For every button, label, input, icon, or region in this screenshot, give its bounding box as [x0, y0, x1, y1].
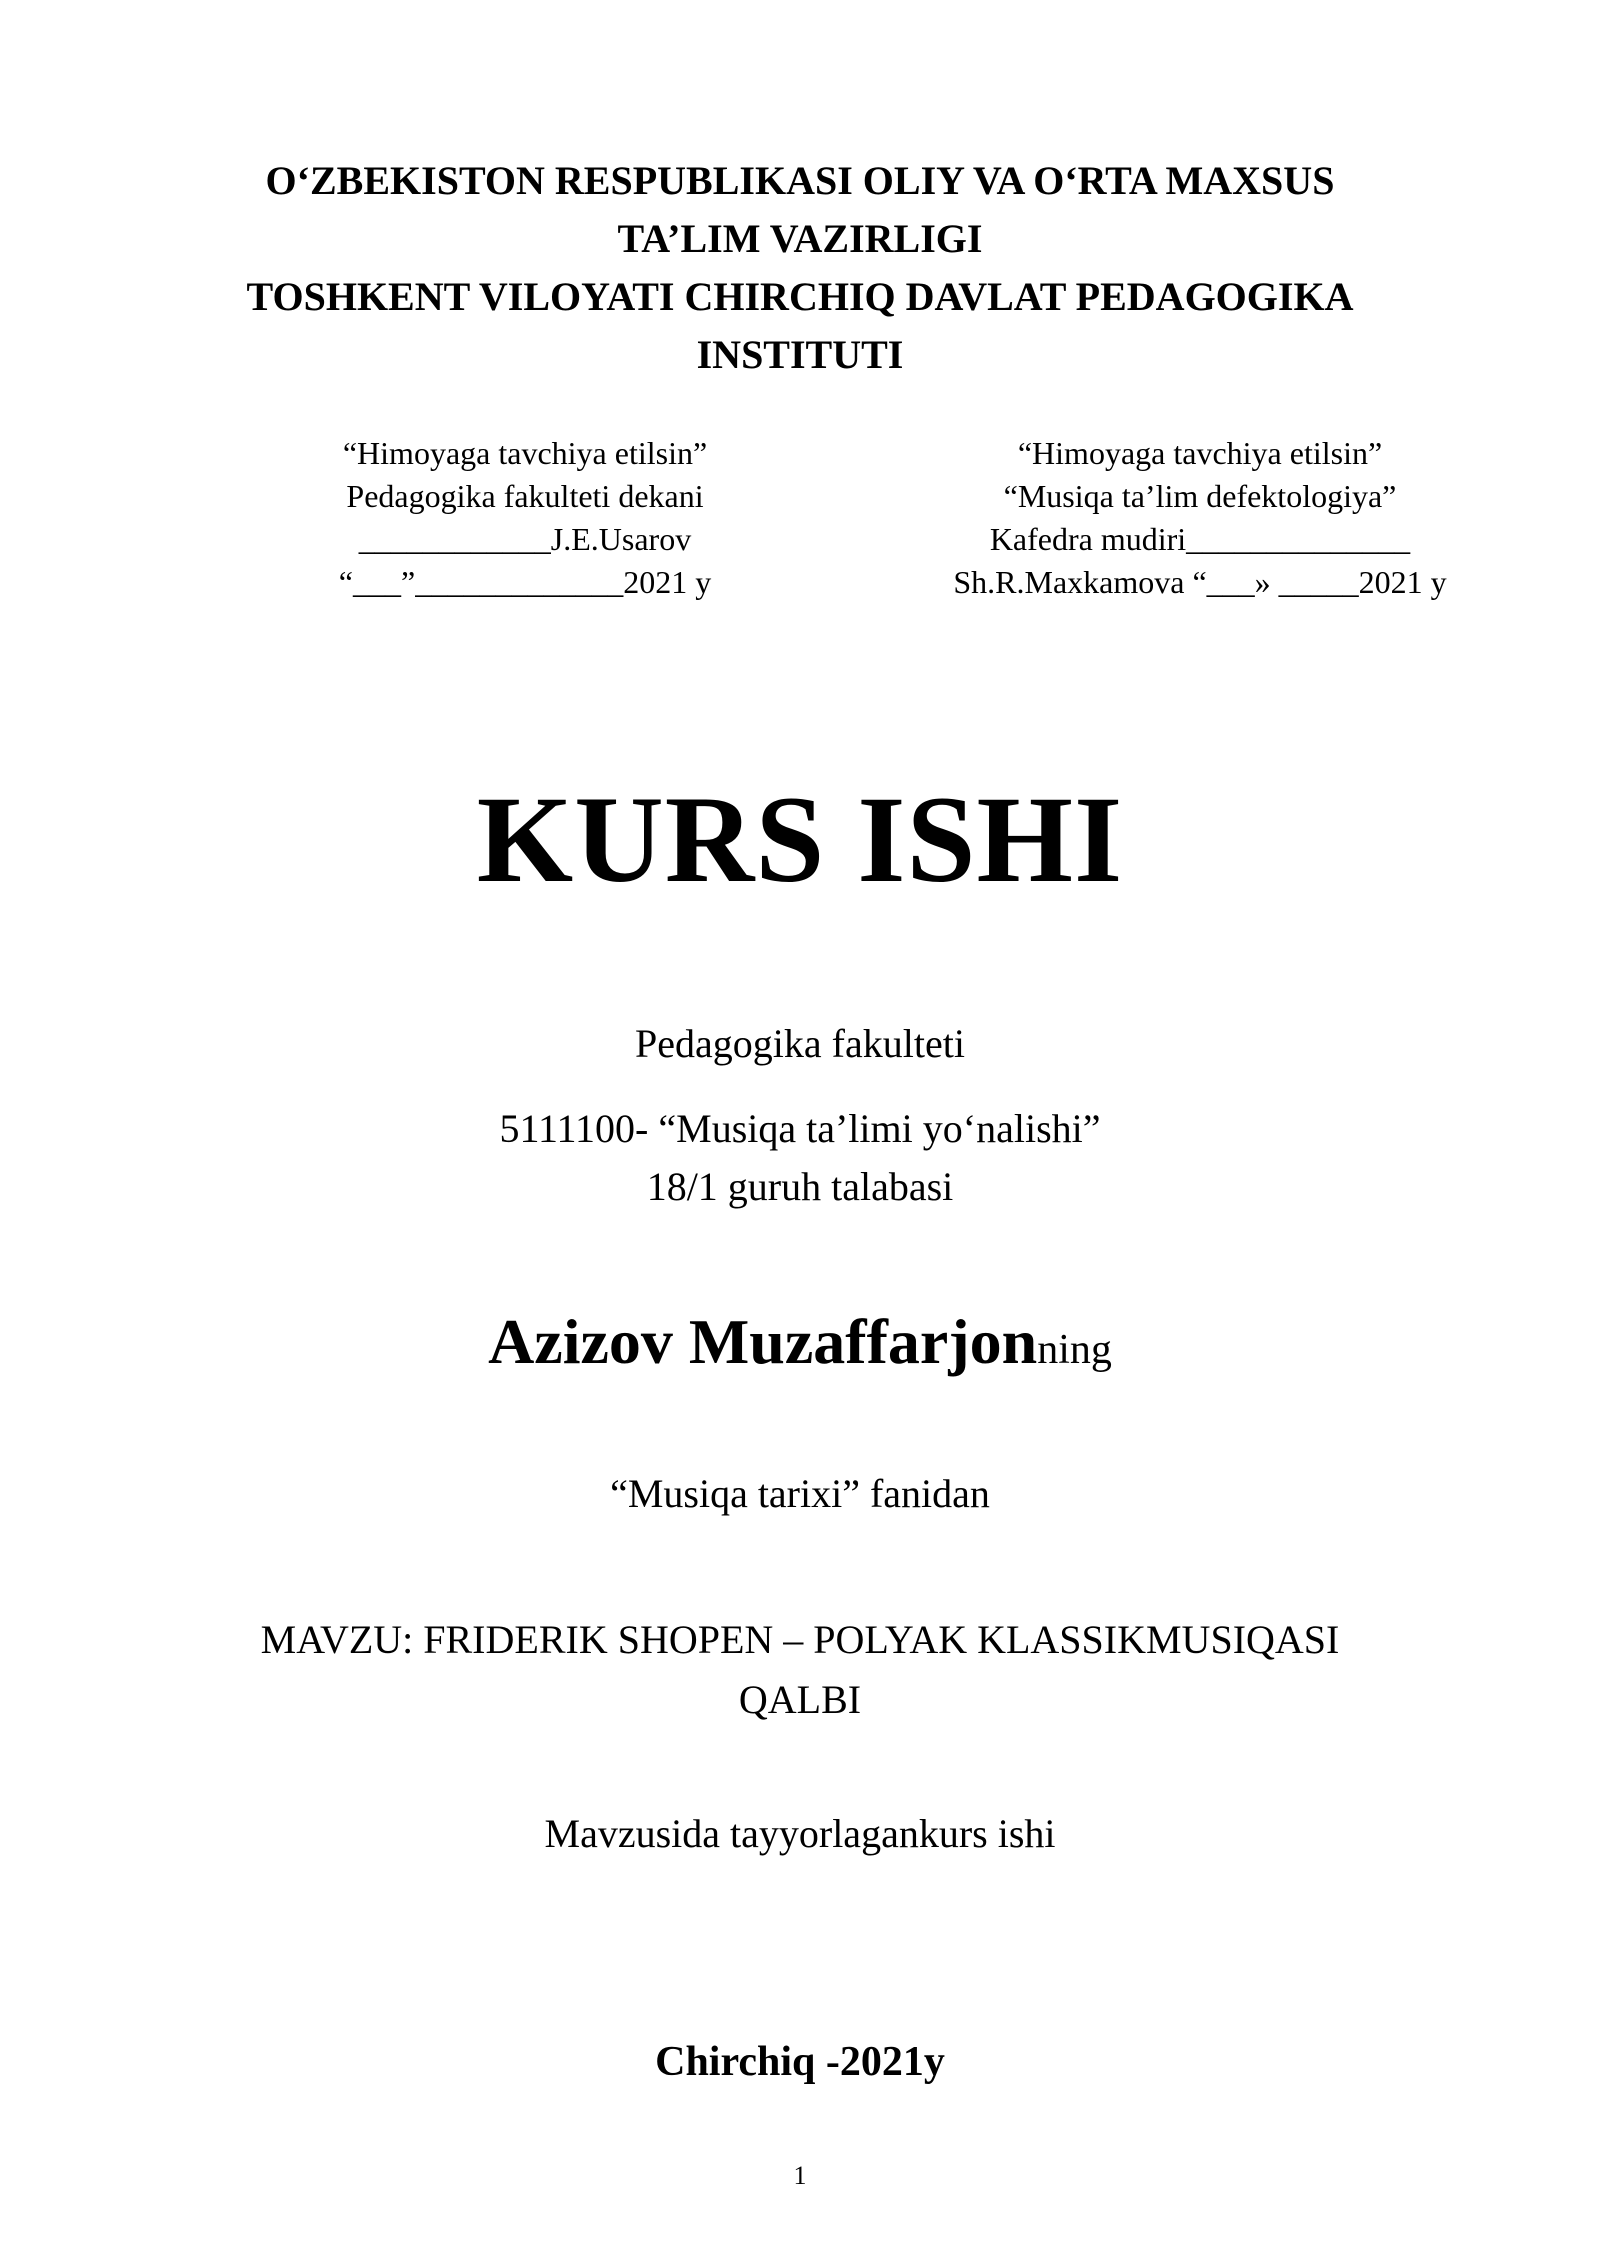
subject-name: “Musiqa tarixi” fanidan [610, 1471, 990, 1516]
program-info [0, 1100, 1600, 1216]
group-info: 18/1 guruh talabasi [646, 1164, 954, 1209]
topic-line2: QALBI [738, 1677, 862, 1722]
approval-department-line1: “Himoyaga tavchiya etilsin” [1017, 435, 1383, 471]
approval-department-date: Sh.R.Maxkamova “___» _____2021 y [953, 564, 1447, 600]
header-line-ministry: O‘ZBEKISTON RESPUBLIKASI OLIY VA O‘RTA MAXSUS [265, 158, 1335, 203]
page-number: 1 [793, 2161, 807, 2190]
header-line-ministry-cont: TA’LIM VAZIRLIGI [617, 216, 983, 261]
student-name-line [0, 1302, 1600, 1399]
topic-line1: MAVZU: FRIDERIK SHOPEN – POLYAK KLASSIKMUSIQASI [260, 1617, 1340, 1662]
place-year: Chirchiq -2021y [655, 2039, 945, 2085]
program-code: 5111100- “Musiqa ta’limi yo‘nalishi” [499, 1106, 1101, 1151]
ministry-institute-header [0, 152, 1600, 384]
student-name-suffix: ning [1037, 1327, 1112, 1373]
approval-block-dean [265, 432, 785, 604]
approval-dean-signature: ____________J.E.Usarov [358, 521, 692, 557]
header-line-institute: TOSHKENT VILOYATI CHIRCHIQ DAVLAT PEDAGOGIKA [246, 274, 1354, 319]
topic-block [0, 1610, 1600, 1730]
approval-dean-line1: “Himoyaga tavchiya etilsin” [342, 435, 708, 471]
prepared-note: Mavzusida tayyorlagankurs ishi [544, 1811, 1056, 1856]
document-title: KURS ISHI [476, 771, 1124, 908]
approval-department-signature: Kafedra mudiri______________ [989, 521, 1411, 557]
approval-block-department [930, 432, 1470, 604]
faculty-name: Pedagogika fakulteti [635, 1021, 965, 1066]
approval-dean-line2: Pedagogika fakulteti dekani [346, 478, 704, 514]
approval-department-line2: “Musiqa ta’lim defektologiya” [1003, 478, 1397, 514]
approval-dean-date: “___”_____________2021 y [338, 564, 712, 600]
student-name: Azizov Muzaffarjon [488, 1306, 1038, 1377]
header-line-institute-cont: INSTITUTI [696, 332, 904, 377]
